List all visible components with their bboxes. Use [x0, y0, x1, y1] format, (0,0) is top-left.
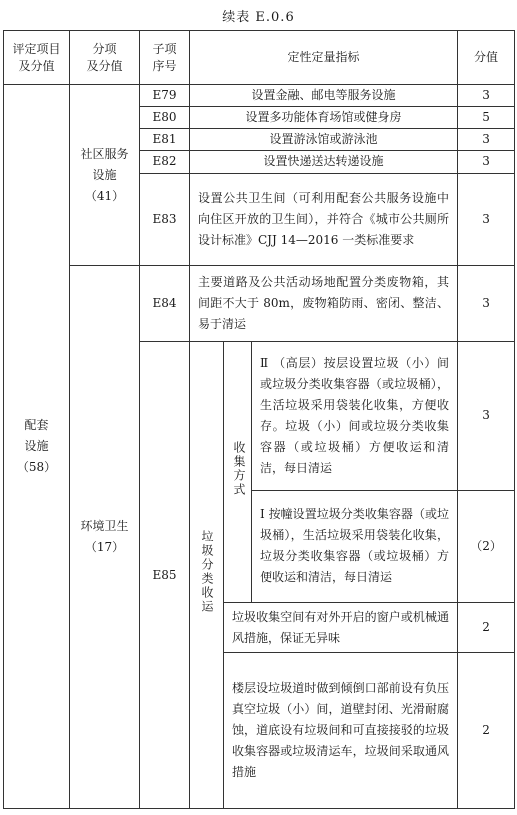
- row-text: 设置公共卫生间（可利用配套公共服务设施中向住区开放的卫生间），并符合《城市公共厕所设计标准》CJJ 14—2016 一类标准要求: [190, 173, 458, 265]
- row-text: Ⅱ （高层）按层设置垃圾（小）间或垃圾分类收集容器（或垃圾桶），生活垃圾采用袋装化收集，方便收存。垃圾（小）间或垃圾分类收集容器（或垃圾桶）方便收运和清洁，每日清运: [252, 342, 458, 491]
- method-cell: [224, 342, 252, 603]
- row-text: 设置快递送达转递设施: [190, 151, 458, 173]
- header-indicator: 定性定量指标: [190, 31, 458, 85]
- header-item: 评定项目 及分值: [4, 31, 70, 85]
- row-text: 垃圾收集空间有对外开启的窗户或机械通风措施，保证无异味: [224, 603, 458, 653]
- row-score: 3: [458, 173, 515, 265]
- row-score: 2: [458, 653, 515, 809]
- header-code: 子项 序号: [140, 31, 190, 85]
- evaluation-table: [3, 30, 515, 809]
- row-text: 楼层设垃圾道时做到倾倒口部前设有负压真空垃圾（小）间，道壁封闭、光滑耐腐蚀，道底设有垃圾间和可直接接驳的垃圾收集容器或垃圾清运车，垃圾间采取通风措施: [224, 653, 458, 809]
- row-score: 3: [458, 85, 515, 107]
- row-code: E82: [140, 151, 190, 173]
- header-row: [4, 31, 515, 85]
- section-cell: [70, 85, 140, 266]
- group-cell: [4, 85, 70, 809]
- row-score: 3: [458, 265, 515, 341]
- row-score: 2: [458, 603, 515, 653]
- row-code: E83: [140, 173, 190, 265]
- row-text: 设置多功能体育场馆或健身房: [190, 107, 458, 129]
- row-code: E81: [140, 129, 190, 151]
- header-sub: 分项 及分值: [70, 31, 140, 85]
- row-code: E79: [140, 85, 190, 107]
- row-text: 设置游泳馆或游泳池: [190, 129, 458, 151]
- row-score: 5: [458, 107, 515, 129]
- table-caption: 续表 E.0.6: [222, 10, 295, 25]
- row-score: （2）: [458, 490, 515, 602]
- section-score: （41）: [84, 188, 125, 203]
- category-label: 垃圾分类收运: [200, 529, 214, 614]
- row-text: 主要道路及公共活动场地配置分类废物箱，其间距不大于 80m，废物箱防雨、密闭、整洁、易于清运: [190, 265, 458, 341]
- table-row: [4, 265, 515, 341]
- row-text: 设置金融、邮电等服务设施: [190, 85, 458, 107]
- row-code: E80: [140, 107, 190, 129]
- category-cell: [190, 342, 224, 809]
- section-name: 社区服务 设施: [80, 146, 129, 182]
- row-score: 3: [458, 129, 515, 151]
- method-label: 收集方式: [232, 440, 246, 497]
- row-score: 3: [458, 151, 515, 173]
- header-score: 分值: [458, 31, 515, 85]
- section-name: 环境卫生: [80, 518, 129, 533]
- row-code: E85: [140, 342, 190, 809]
- row-score: 3: [458, 342, 515, 491]
- group-score: （58）: [16, 460, 57, 475]
- row-text: Ⅰ 按幢设置垃圾分类收集容器（或垃圾桶），生活垃圾采用袋装化收集，垃圾分类收集容器（或垃圾桶）方便收运和清洁，每日清运: [252, 490, 458, 602]
- row-code: E84: [140, 265, 190, 341]
- table-row: [4, 85, 515, 107]
- group-name: 配套 设施: [24, 418, 49, 454]
- section-score: （17）: [84, 539, 125, 554]
- section-cell: [70, 265, 140, 808]
